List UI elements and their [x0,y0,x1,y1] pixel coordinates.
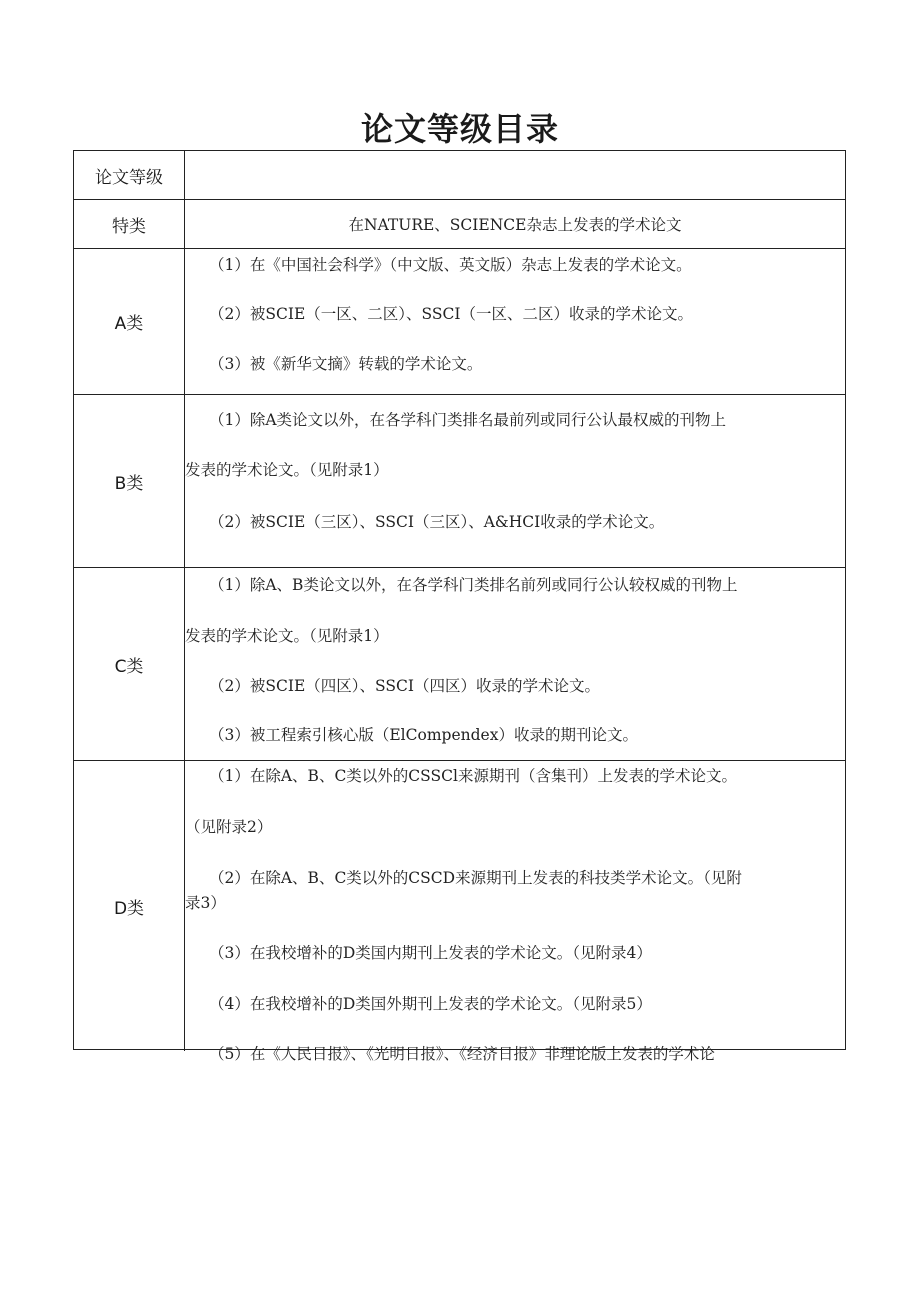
content-line: （2）被SCIE（三区）、SSCI（三区）、A&HCI收录的学术论文。 [209,513,665,531]
content-line: （2）被SCIE（四区）、SSCI（四区）收录的学术论文。 [209,677,600,695]
content-line: （1）在《中国社会科学》（中文版、英文版）杂志上发表的学术论文。 [209,256,692,274]
grade-table [73,150,846,1063]
content-line: 发表的学术论文。（见附录1） [185,627,389,645]
header-content [185,151,845,199]
content-line: 发表的学术论文。（见附录1） [185,461,389,479]
row-content [185,395,845,567]
page-title: 论文等级目录 [360,110,559,148]
table-row-a [74,249,845,395]
content-line-cut: （5）在《人民日报》、《光明日报》、《经济日报》非理论版上发表的学术论 [209,1045,715,1063]
row-content [185,200,845,248]
table-row-d [74,761,845,1063]
row-label: A类 [74,249,185,394]
row-label: C类 [74,568,185,760]
content-line: （4）在我校增补的D类国外期刊上发表的学术论文。（见附录5） [209,995,652,1013]
table-row-special [74,200,845,249]
row-label: D类 [74,761,185,1051]
row-label: 特类 [74,200,185,248]
content-line: 录3） [185,894,226,912]
row-content [185,568,845,760]
table-row-b [74,395,845,568]
row-content [185,761,845,1063]
content-line: （3）在我校增补的D类国内期刊上发表的学术论文。（见附录4） [209,944,652,962]
content-line: （见附录2） [185,818,273,836]
row-content [185,249,845,394]
table-header-row [74,151,845,200]
content-line: （3）被工程索引核心版（ElCompendex）收录的期刊论文。 [209,726,638,744]
content-line: （2）在除A、B、C类以外的CSCD来源期刊上发表的科技类学术论文。（见附 [209,869,742,887]
content-line: （2）被SCIE（一区、二区）、SSCI（一区、二区）收录的学术论文。 [209,305,693,323]
content-line: 在NATURE、SCIENCE杂志上发表的学术论文 [348,216,682,234]
table-row-c [74,568,845,761]
content-line: （1）在除A、B、C类以外的CSSCl来源期刊（含集刊）上发表的学术论文。 [209,767,737,785]
content-line: （1）除A、B类论文以外，在各学科门类排名前列或同行公认较权威的刊物上 [209,576,738,594]
content-line: （1）除A类论文以外，在各学科门类排名最前列或同行公认最权威的刊物上 [209,411,727,429]
content-line: （3）被《新华文摘》转载的学术论文。 [209,355,483,373]
row-label: B类 [74,395,185,567]
header-label: 论文等级 [74,151,185,199]
